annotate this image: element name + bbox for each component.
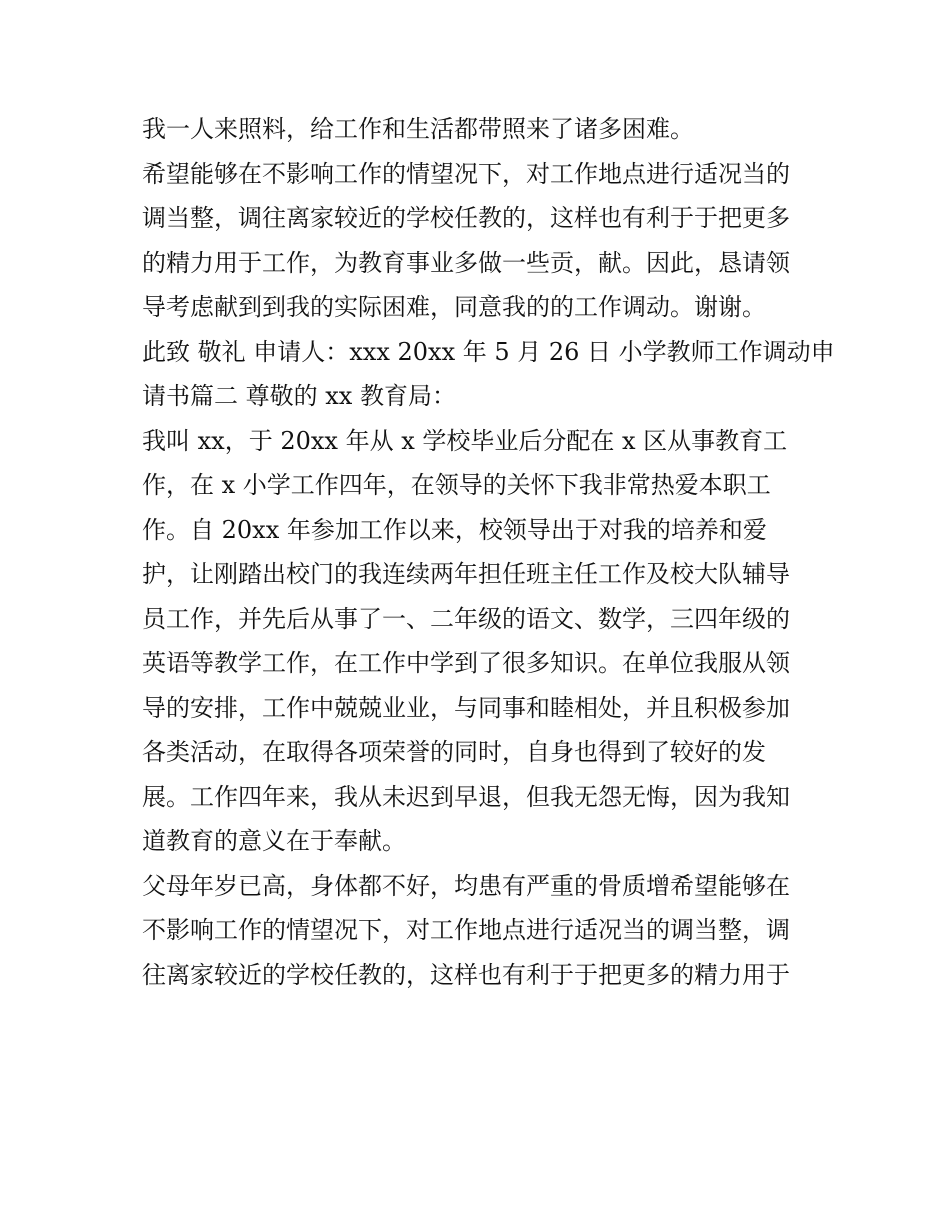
text-line: 道教育的意义在于奉献。 xyxy=(142,827,406,855)
text-line: 希望能够在不影响工作的情望况下，对工作地点进行适况当的 xyxy=(142,159,790,188)
text-line: 不影响工作的情望况下，对工作地点进行适况当的调当整，调 xyxy=(142,916,790,944)
text-line: 英语等教学工作，在工作中学到了很多知识。在单位我服从领 xyxy=(142,649,790,677)
text-line: 请书篇二 尊敬的 xx 教育局： xyxy=(142,382,456,410)
text-line: 护，让刚踏出校门的我连续两年担任班主任工作及校大队辅导 xyxy=(142,560,790,588)
text-line: 调当整，调往离家较近的学校任教的，这样也有利于于把更多 xyxy=(142,204,790,232)
text-line: 的精力用于工作，为教育事业多做一些贡，献。因此，恳请领 xyxy=(142,248,790,277)
text-line: 员工作，并先后从事了一、二年级的语文、数学，三四年级的 xyxy=(142,604,790,633)
text-line: 各类活动，在取得各项荣誉的同时，自身也得到了较好的发 xyxy=(142,738,766,766)
text-line: 作。自 20xx 年参加工作以来，校领导出于对我的培养和爱 xyxy=(142,515,767,544)
text-line: 我叫 xx，于 20xx 年从 x 学校毕业后分配在 x 区从事教育工 xyxy=(142,426,788,455)
text-line: 导的安排，工作中兢兢业业，与同事和睦相处，并且积极参加 xyxy=(142,693,790,722)
text-line: 我一人来照料，给工作和生活都带照来了诸多困难。 xyxy=(142,115,694,143)
text-line: 导考虑献到到我的实际困难，同意我的的工作调动。谢谢。 xyxy=(142,293,766,321)
text-line: 父母年岁已高，身体都不好，均患有严重的骨质增希望能够在 xyxy=(142,871,790,900)
text-line: 展。工作四年来，我从未迟到早退，但我无怨无悔，因为我知 xyxy=(142,782,790,811)
text-line: 此致 敬礼 申请人：xxx 20xx 年 5 月 26 日 小学教师工作调动申 xyxy=(142,337,835,366)
document-body xyxy=(142,107,835,997)
text-line: 往离家较近的学校任教的，这样也有利于于把更多的精力用于 xyxy=(142,960,790,989)
text-line: 作，在 x 小学工作四年，在领导的关怀下我非常热爱本职工 xyxy=(142,471,771,499)
